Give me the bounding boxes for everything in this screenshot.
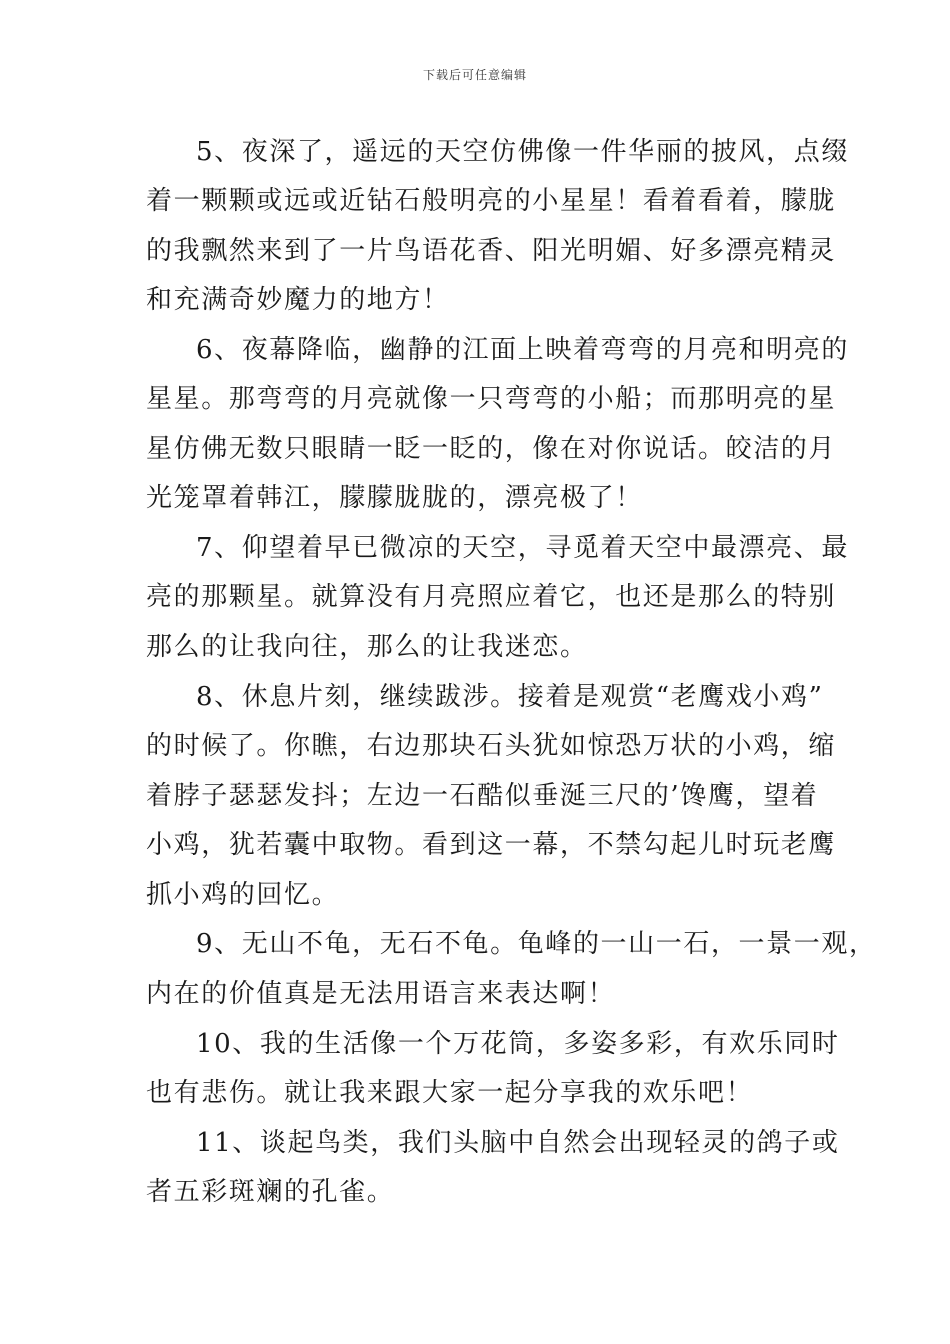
text-line: 6、夜幕降临，幽静的江面上映着弯弯的月亮和明亮的 — [196, 335, 849, 365]
text-line: 抓小鸡的回忆。 — [146, 880, 340, 910]
text-line: 光笼罩着韩江，朦朦胧胧的，漂亮极了！ — [146, 483, 643, 513]
text-line: 11、谈起鸟类，我们头脑中自然会出现轻灵的鸽子或 — [196, 1128, 840, 1158]
text-line: 者五彩斑斓的孔雀。 — [146, 1177, 395, 1207]
text-line: 的时候了。你瞧，右边那块石头犹如惊恐万状的小鸡，缩 — [146, 731, 837, 761]
text-line: 亮的那颗星。就算没有月亮照应着它，也还是那么的特别 — [146, 582, 837, 612]
text-line: 5、夜深了，遥远的天空仿佛像一件华丽的披风，点缀 — [196, 137, 849, 167]
text-line: 着脖子瑟瑟发抖；左边一石酷似垂涎三尺的’馋鹰，望着 — [146, 781, 819, 811]
text-line: 7、仰望着早已微凉的天空，寻觅着天空中最漂亮、最 — [196, 533, 849, 563]
text-line: 内在的价值真是无法用语言来表达啊！ — [146, 979, 616, 1009]
text-line: 8、休息片刻，继续跋涉。接着是观赏“老鹰戏小鸡” — [196, 682, 824, 712]
text-line: 着一颗颗或远或近钻石般明亮的小星星！看着看着，朦胧 — [146, 186, 837, 216]
text-line: 的我飘然来到了一片鸟语花香、阳光明媚、好多漂亮精灵 — [146, 236, 837, 266]
text-line: 小鸡，犹若囊中取物。看到这一幕，不禁勾起儿时玩老鹰 — [146, 830, 837, 860]
text-line: 9、无山不龟，无石不龟。龟峰的一山一石，一景一观， — [196, 929, 877, 959]
text-line: 星星。那弯弯的月亮就像一只弯弯的小船；而那明亮的星 — [146, 384, 837, 414]
text-line: 和充满奇妙魔力的地方！ — [146, 285, 450, 315]
text-line: 10、我的生活像一个万花筒，多姿多彩，有欢乐同时 — [196, 1029, 840, 1059]
page-header: 下载后可任意编辑 — [422, 68, 527, 82]
text-line: 也有悲伤。就让我来跟大家一起分享我的欢乐吧！ — [146, 1078, 754, 1108]
text-line: 星仿佛无数只眼睛一眨一眨的，像在对你说话。皎洁的月 — [146, 434, 837, 464]
text-line: 那么的让我向往，那么的让我迷恋。 — [146, 632, 588, 662]
